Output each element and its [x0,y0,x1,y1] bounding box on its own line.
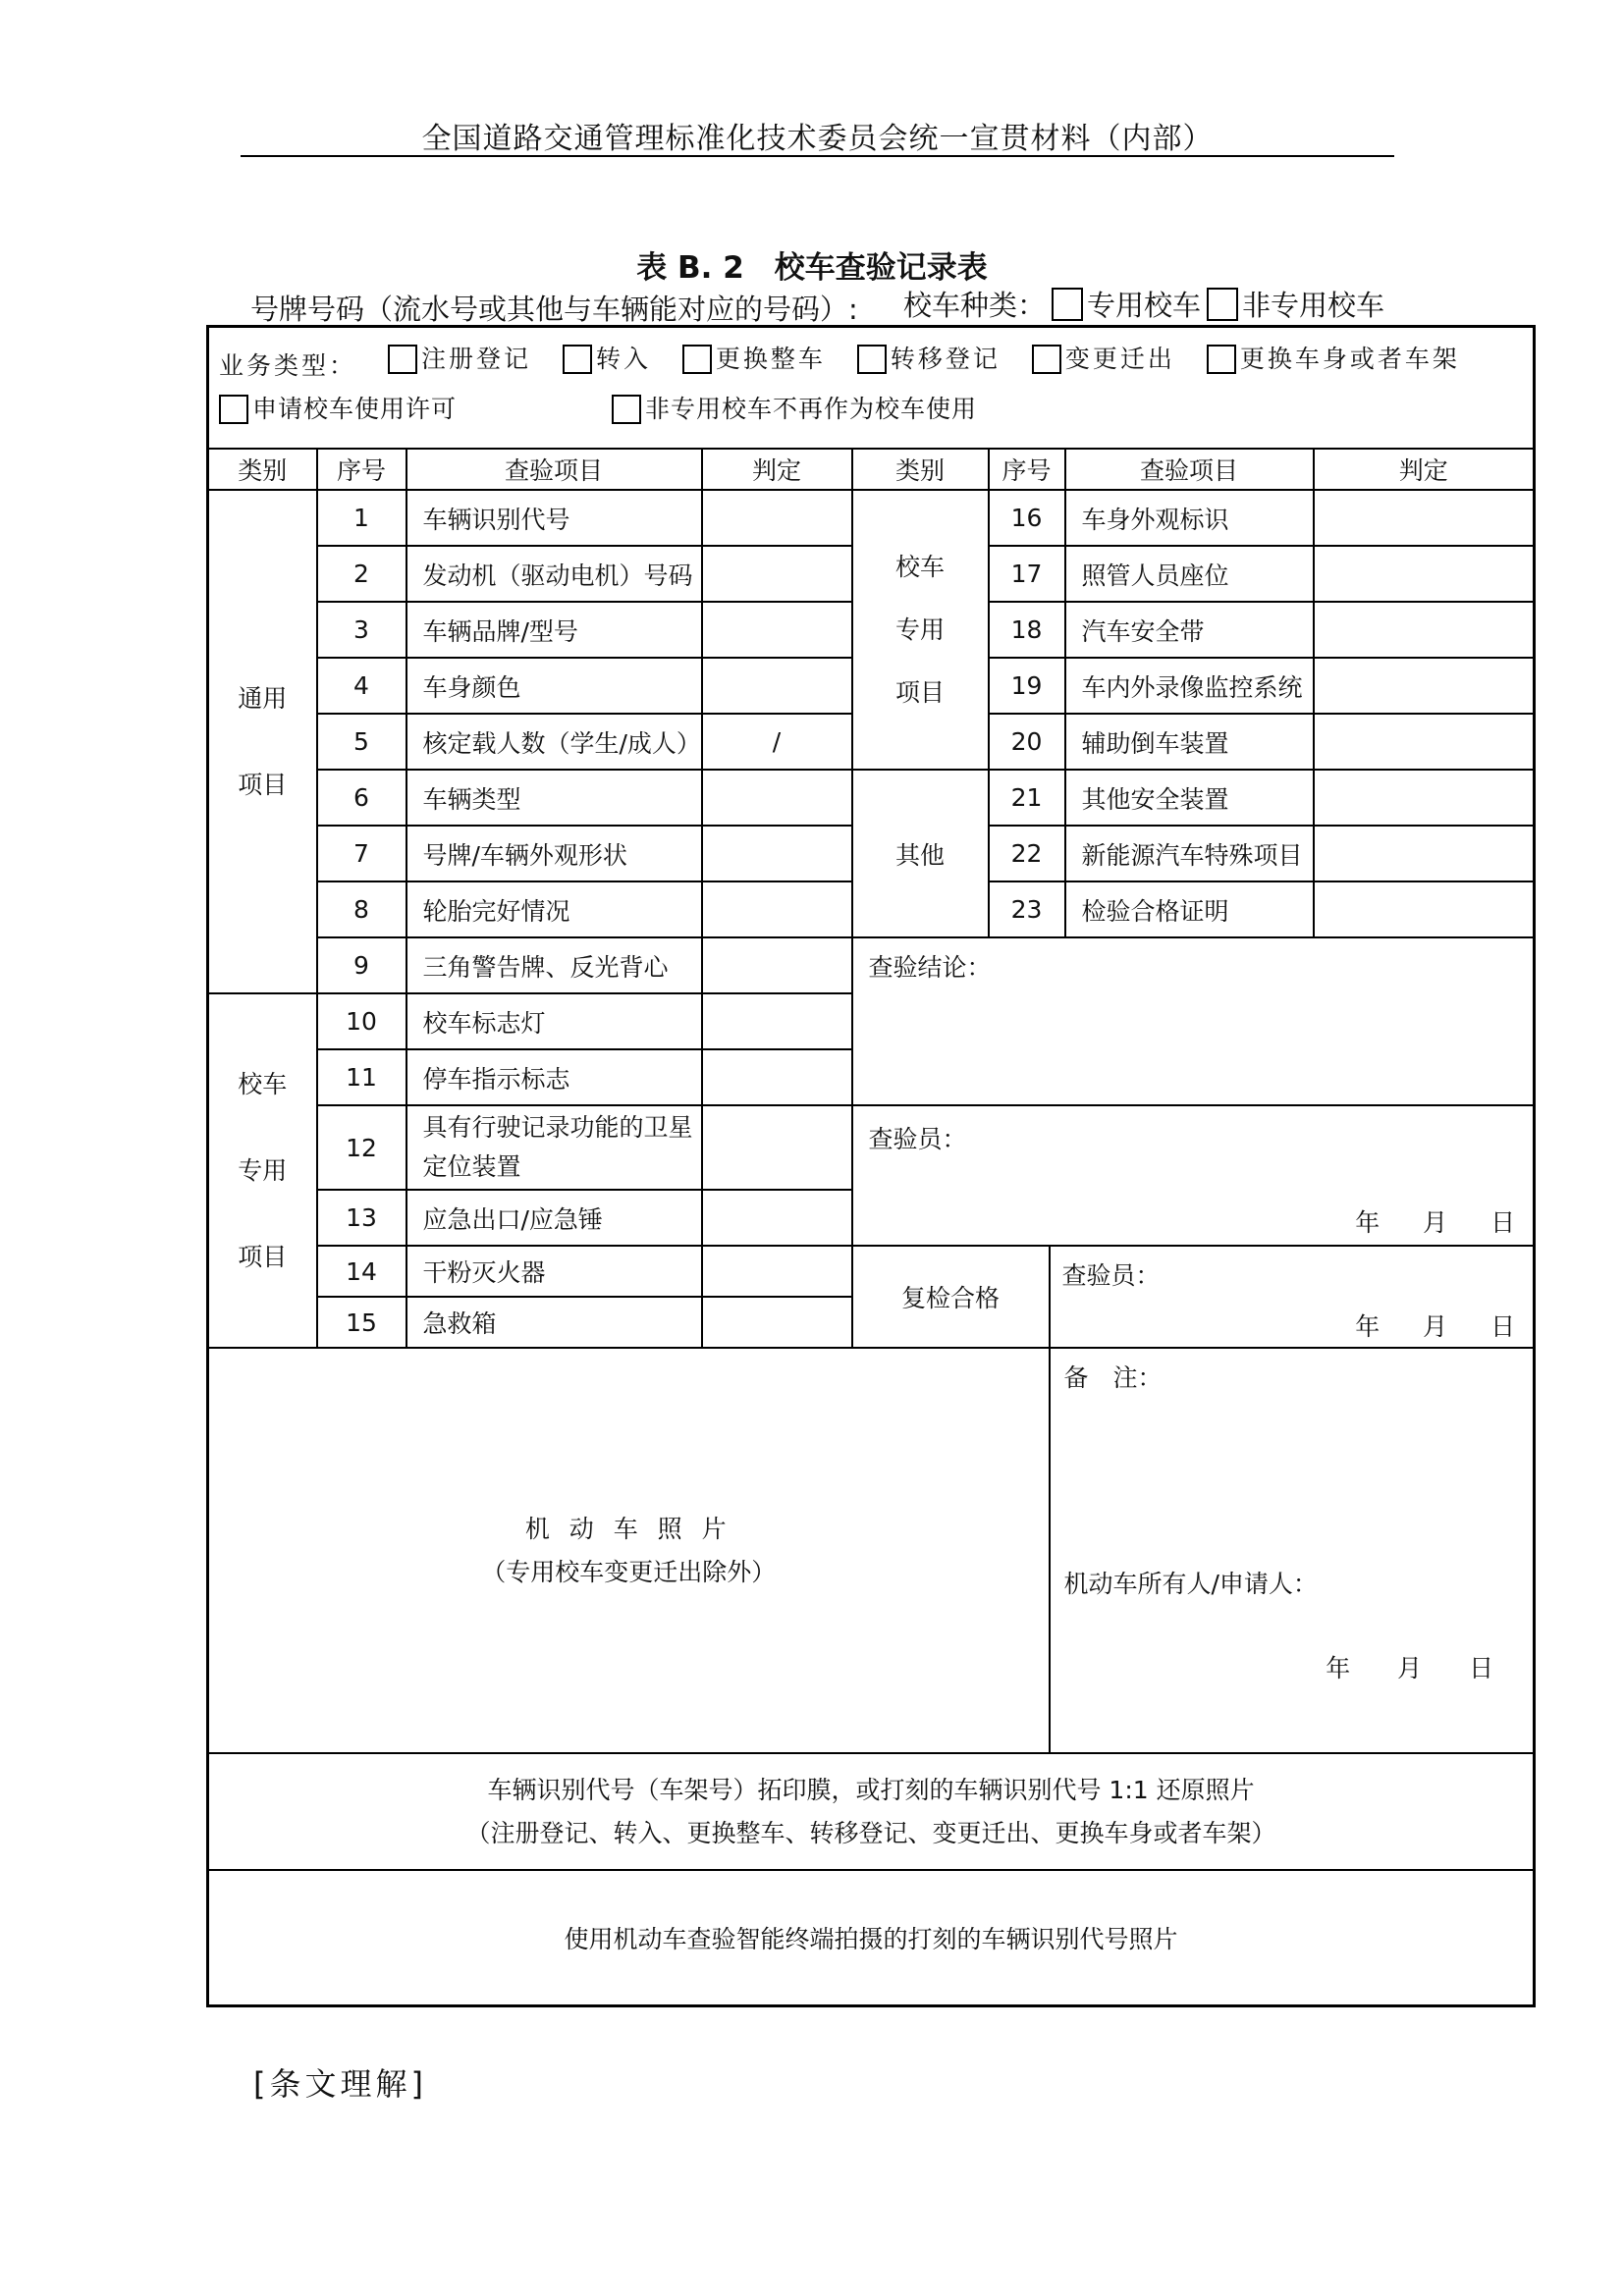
item-cell: 急救箱 [406,1297,702,1348]
biz-opt-no-longer-bus: 非专用校车不再作为校车使用 [612,388,977,431]
group-other: 其他 [852,770,989,937]
vin-rubbing-line1: 车辆识别代号（车架号）拓印膜，或打刻的车辆识别代号 1:1 还原照片 [487,1775,1255,1804]
conclusion-cell[interactable] [852,937,1535,1105]
item-cell: 应急出口/应急锤 [406,1190,702,1246]
recheck-label: 复检合格 [852,1246,1050,1348]
header-category-left: 类别 [208,449,317,490]
bus-kind-row [903,284,1384,324]
checkbox-ownership-transfer[interactable] [857,345,887,374]
judge-cell[interactable] [702,1297,852,1348]
inspector-label: 查验员： [868,1125,967,1153]
checkbox-register[interactable] [388,345,417,374]
vin-rubbing-line2: （注册登记、转入、更换整车、转移登记、变更迁出、更换车身或者车架） [465,1818,1276,1847]
remarks-cell[interactable] [1050,1348,1535,1753]
judge-cell[interactable] [1314,602,1535,658]
judge-cell[interactable] [702,1049,852,1105]
item-cell: 汽车安全带 [1065,602,1314,658]
header-category-right: 类别 [852,449,989,490]
vehicle-photo-note: （专用校车变更迁出除外） [481,1557,777,1586]
header-judge-right: 判定 [1314,449,1535,490]
checkbox-non-dedicated-bus[interactable] [1207,288,1238,321]
item-cell: 新能源汽车特殊项目 [1065,826,1314,881]
item-cell: 发动机（驱动电机）号码 [406,546,702,602]
recheck-inspector-cell[interactable] [1050,1246,1535,1348]
clause-understanding-heading: [条文理解] [253,2065,427,2103]
seq-cell: 7 [317,826,406,881]
plate-number-label: 号牌号码（流水号或其他与车辆能对应的号码）: [250,293,858,326]
seq-cell: 22 [989,826,1065,881]
checkbox-replace-body[interactable] [1207,345,1236,374]
judge-cell[interactable] [702,658,852,714]
biz-opt-replace-body: 更换车身或者车架 [1207,338,1460,381]
seq-cell: 9 [317,937,406,993]
judge-cell[interactable] [702,770,852,826]
vin-rubbing-area[interactable] [208,1753,1535,1870]
item-cell: 车身外观标识 [1065,490,1314,546]
seq-cell: 4 [317,658,406,714]
judge-cell[interactable] [702,546,852,602]
item-cell: 车身颜色 [406,658,702,714]
seq-cell: 11 [317,1049,406,1105]
checkbox-replace-vehicle[interactable] [682,345,712,374]
checkbox-dedicated-bus[interactable] [1052,288,1083,321]
seq-cell: 18 [989,602,1065,658]
header-rule [241,155,1394,157]
business-type-cell [208,327,1535,450]
seq-cell: 3 [317,602,406,658]
owner-label: 机动车所有人/申请人： [1063,1570,1318,1598]
item-cell: 号牌/车辆外观形状 [406,826,702,881]
judge-cell[interactable] [1314,770,1535,826]
seq-cell: 2 [317,546,406,602]
bus-kind-label: 校车种类： [903,289,1047,322]
biz-opt-transfer-in: 转入 [563,338,651,381]
seq-cell: 16 [989,490,1065,546]
item-cell: 辅助倒车装置 [1065,714,1314,770]
header-seq-right: 序号 [989,449,1065,490]
business-type-label: 业务类型： [219,351,357,380]
group-general: 通用 项目 [208,490,317,993]
seq-cell: 21 [989,770,1065,826]
biz-opt-replace-vehicle: 更换整车 [682,338,826,381]
judge-cell[interactable] [702,826,852,881]
checkbox-transfer-in[interactable] [563,345,592,374]
checkbox-no-longer-bus[interactable] [612,395,641,424]
judge-cell[interactable] [702,490,852,546]
vehicle-photo-area[interactable] [208,1348,1050,1753]
recheck-inspector-label: 查验员： [1061,1261,1161,1290]
seq-cell: 12 [317,1105,406,1190]
item-cell: 具有行驶记录功能的卫星定位装置 [406,1105,702,1190]
judge-cell[interactable] [1314,714,1535,770]
option-non-dedicated-bus: 非专用校车 [1242,289,1385,322]
seq-cell: 1 [317,490,406,546]
judge-cell[interactable] [702,602,852,658]
header-item-left: 查验项目 [406,449,702,490]
form-title: 表 B. 2 校车查验记录表 [636,250,988,286]
judge-cell[interactable] [1314,826,1535,881]
biz-opt-ownership-transfer: 转移登记 [857,338,1001,381]
seq-cell: 10 [317,993,406,1049]
vehicle-photo-title: 机 动 车 照 片 [524,1514,732,1543]
terminal-photo-area[interactable]: 使用机动车查验智能终端拍摄的打刻的车辆识别代号照片 [208,1870,1535,2005]
seq-cell: 17 [989,546,1065,602]
seq-cell: 14 [317,1246,406,1297]
item-cell: 车内外录像监控系统 [1065,658,1314,714]
judge-cell[interactable] [702,1246,852,1297]
seq-cell: 20 [989,714,1065,770]
item-cell: 其他安全装置 [1065,770,1314,826]
judge-cell[interactable] [702,993,852,1049]
biz-opt-move-out: 变更迁出 [1032,338,1175,381]
item-cell: 核定载人数（学生/成人） [406,714,702,770]
item-cell: 干粉灭火器 [406,1246,702,1297]
seq-cell: 13 [317,1190,406,1246]
checkbox-move-out[interactable] [1032,345,1061,374]
inspection-table [206,325,1536,2007]
header-item-right: 查验项目 [1065,449,1314,490]
seq-cell: 8 [317,881,406,937]
seq-cell: 23 [989,881,1065,937]
group-bus-special-left: 校车 专用 项目 [208,993,317,1348]
item-cell: 车辆品牌/型号 [406,602,702,658]
item-cell: 照管人员座位 [1065,546,1314,602]
biz-opt-register: 注册登记 [388,338,531,381]
group-bus-special-right: 校车 专用 项目 [852,490,989,770]
judge-cell[interactable] [1314,881,1535,937]
remarks-label: 备 注： [1063,1363,1163,1392]
judge-cell[interactable]: / [702,714,852,770]
item-cell: 停车指示标志 [406,1049,702,1105]
checkbox-apply-permit[interactable] [219,395,248,424]
option-dedicated-bus: 专用校车 [1087,289,1202,322]
seq-cell: 15 [317,1297,406,1348]
judge-cell[interactable] [702,1190,852,1246]
header-seq-left: 序号 [317,449,406,490]
judge-cell[interactable] [1314,490,1535,546]
judge-cell[interactable] [1314,546,1535,602]
page-header: 全国道路交通管理标准化技术委员会统一宣贯材料（内部） [421,122,1214,156]
conclusion-label: 查验结论： [868,953,992,982]
seq-cell: 5 [317,714,406,770]
inspector-cell[interactable] [852,1105,1535,1246]
recheck-date: 年 月 日 [1355,1312,1516,1341]
judge-cell[interactable] [702,1105,852,1190]
owner-date: 年 月 日 [1326,1654,1494,1682]
item-cell: 轮胎完好情况 [406,881,702,937]
judge-cell[interactable] [1314,658,1535,714]
biz-opt-apply-permit: 申请校车使用许可 [219,388,457,431]
item-cell: 校车标志灯 [406,993,702,1049]
judge-cell[interactable] [702,937,852,993]
item-cell: 三角警告牌、反光背心 [406,937,702,993]
header-judge-left: 判定 [702,449,852,490]
item-cell: 检验合格证明 [1065,881,1314,937]
item-cell: 车辆识别代号 [406,490,702,546]
item-cell: 车辆类型 [406,770,702,826]
judge-cell[interactable] [702,881,852,937]
inspector-date: 年 月 日 [1355,1208,1516,1237]
seq-cell: 19 [989,658,1065,714]
seq-cell: 6 [317,770,406,826]
